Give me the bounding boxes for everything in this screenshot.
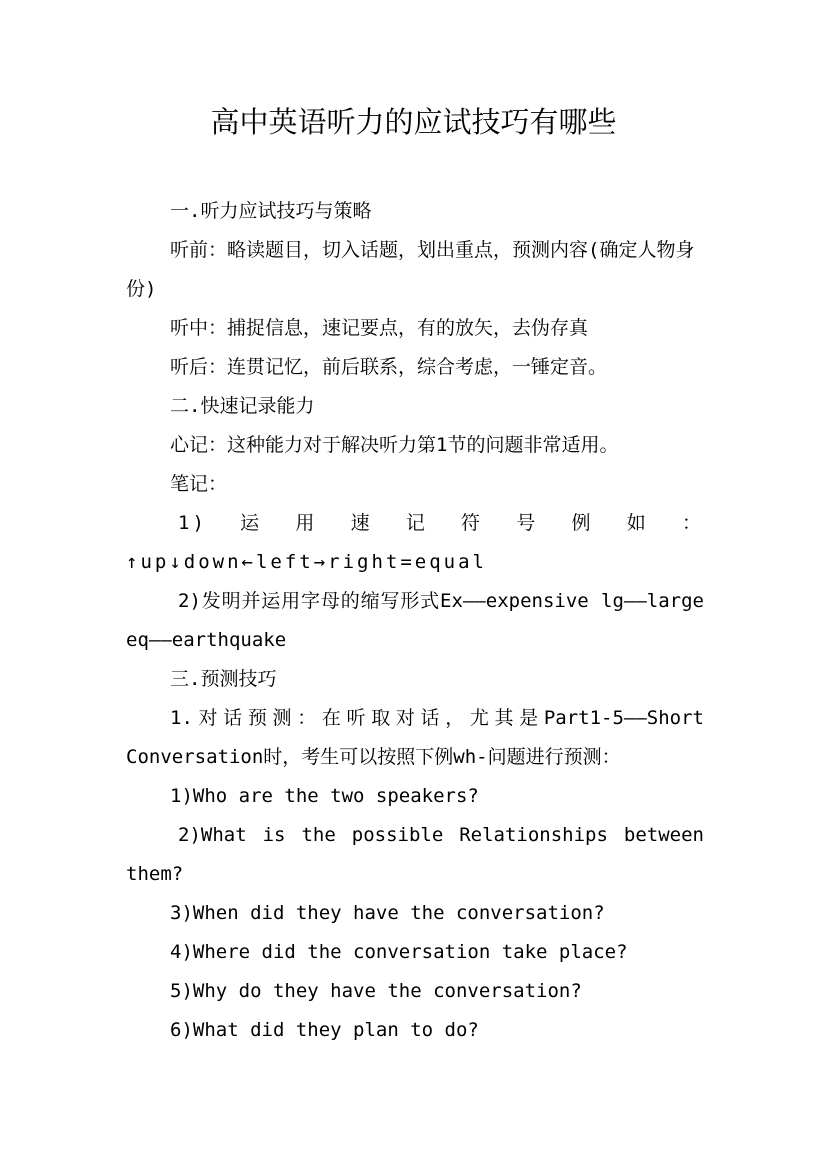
paragraph-mental-notes: 心记：这种能力对于解决听力第1节的问题非常适用。 [170,434,619,456]
list-item-question-6: 6)What did they plan to do? [170,1019,479,1041]
list-item-question-1: 1)Who are the two speakers? [170,785,479,807]
list-item-question-5: 5)Why do they have the conversation? [170,980,582,1002]
document-body [126,192,704,1050]
document-title: 高中英语听力的应试技巧有哪些 [210,105,617,139]
paragraph-shorthand-symbols: 1)运用速记符号例如：↑up↓down←left→right=equal [126,512,704,573]
section-heading-2: 二.快速记录能力 [170,395,315,417]
list-item-question-3: 3)When did they have the conversation? [170,902,605,924]
list-item-question-4: 4)Where did the conversation take place? [170,941,628,963]
section-heading-1: 一.听力应试技巧与策略 [170,200,372,222]
paragraph-abbreviations: 2)发明并运用字母的缩写形式Ex——expensive lg——large eq——earthquake [126,590,704,651]
paragraph-while-listening: 听中：捕捉信息，速记要点，有的放矢，去伪存真 [170,317,589,339]
list-item-question-2: 2)What is the possible Relationships between them? [126,824,704,885]
paragraph-dialogue-prediction: 1.对话预测：在听取对话，尤其是Part1-5——Short Conversation时，考生可以按照下例wh-问题进行预测： [126,707,704,768]
paragraph-after-listening: 听后：连贯记忆，前后联系，综合考虑，一锤定音。 [170,356,608,378]
paragraph-notes-label: 笔记： [170,473,228,495]
section-heading-3: 三.预测技巧 [170,668,277,690]
paragraph-before-listening: 听前：略读题目，切入话题，划出重点，预测内容(确定人物身份) [126,239,695,300]
